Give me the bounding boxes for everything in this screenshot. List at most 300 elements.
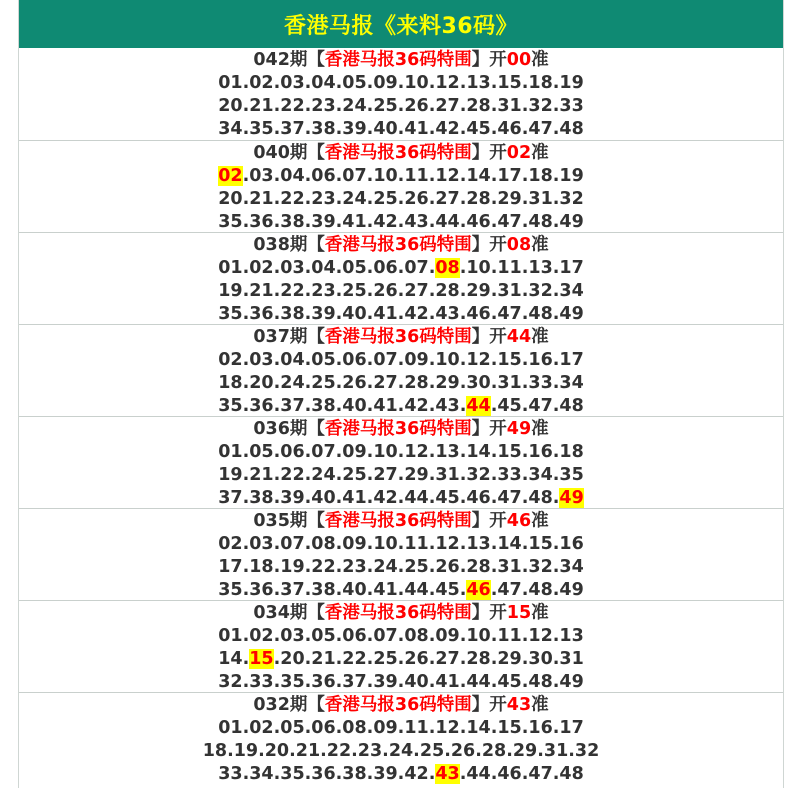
result-number: 44 [506,327,532,347]
number: 18 [528,73,553,93]
highlighted-number: 43 [435,764,460,784]
dot: . [289,741,296,761]
dot: . [506,741,513,761]
content-frame [18,0,784,788]
dot: . [273,764,281,784]
bracket-open: 【 [307,511,325,531]
dot: . [397,465,405,485]
number-row [19,372,783,395]
dot: . [459,649,467,669]
number: 12 [435,718,460,738]
number-row [19,72,783,95]
dot: . [490,718,498,738]
dot: . [304,488,312,508]
dot: . [459,580,467,600]
number: 16 [528,718,553,738]
dot: . [366,166,374,186]
number: 37 [218,488,243,508]
dot: . [552,258,560,278]
result-number: 43 [506,695,532,715]
period-label: 034期 [253,603,308,623]
dot: . [552,304,560,324]
dot: . [521,626,529,646]
dot: . [521,649,529,669]
number: 04 [280,350,305,370]
number: 40 [342,304,367,324]
dot: . [366,580,374,600]
number: 24 [342,189,367,209]
dot: . [273,580,281,600]
number: 26 [404,96,429,116]
number: 26 [450,741,476,761]
dot: . [428,649,436,669]
dot: . [459,281,467,301]
dot: . [366,557,374,577]
dot: . [273,718,281,738]
number: 12 [528,626,553,646]
number: 21 [295,741,321,761]
number: 31 [497,281,522,301]
dot: . [304,73,312,93]
number: 05 [249,442,274,462]
dot: . [335,718,343,738]
dot: . [366,96,374,116]
number: 17 [559,718,584,738]
dot: . [397,258,405,278]
number-row [19,211,783,234]
dot: . [335,580,343,600]
dot: . [459,672,467,692]
dot: . [304,258,312,278]
number: 18 [249,557,274,577]
number: 24 [280,373,305,393]
dot: . [521,73,529,93]
number: 07 [373,350,398,370]
dot: . [490,258,498,278]
dot: . [490,304,498,324]
number: 31 [497,373,522,393]
number: 20 [249,373,274,393]
dot: . [521,212,529,232]
number: 06 [280,442,305,462]
number-row [19,257,783,280]
bracket-open: 【 [307,419,325,439]
dot: . [397,672,405,692]
number: 22 [280,96,305,116]
dot: . [397,373,405,393]
dot: . [428,166,436,186]
number: 48 [528,488,553,508]
dot: . [490,373,498,393]
number: 11 [404,166,429,186]
number: 18 [218,373,243,393]
number: 36 [311,672,336,692]
dot: . [521,350,529,370]
number: 45 [435,580,460,600]
number: 32 [466,465,491,485]
kai-label: 开 [489,603,507,623]
dot: . [459,96,467,116]
number: 29 [512,741,538,761]
number: 48 [528,580,553,600]
dot: . [335,764,343,784]
number: 23 [311,281,336,301]
number: 10 [466,258,491,278]
number: 38 [342,764,367,784]
kai-label: 开 [489,327,507,347]
dot: . [459,373,467,393]
number: 41 [373,304,398,324]
dot: . [335,119,343,139]
zhun-label: 准 [531,50,549,70]
number: 17 [559,258,584,278]
number: 11 [497,258,522,278]
number-row [19,165,783,188]
number: 02 [249,626,274,646]
number: 03 [280,258,305,278]
number: 03 [249,166,274,186]
number: 35 [280,764,305,784]
number-row [19,395,783,418]
dot: . [490,764,498,784]
dot: . [320,741,327,761]
dot: . [335,166,343,186]
number: 35 [559,465,584,485]
number: 09 [342,442,367,462]
number: 11 [404,718,429,738]
dot: . [273,488,281,508]
number: 19 [559,166,584,186]
number: 28 [435,281,460,301]
number: 02 [249,73,274,93]
dot: . [366,396,374,416]
number: 25 [342,281,367,301]
dot: . [304,212,312,232]
period-label: 042期 [253,50,308,70]
dot: . [490,189,498,209]
number: 32 [574,741,600,761]
number: 47 [497,488,522,508]
number: 47 [497,212,522,232]
number: 31 [543,741,569,761]
dot: . [521,166,529,186]
number: 26 [373,281,398,301]
prediction-entry [19,48,783,140]
prediction-entry [19,692,783,784]
number: 35 [280,672,305,692]
number: 36 [249,396,274,416]
dot: . [273,396,281,416]
period-label: 037期 [253,327,308,347]
dot: . [428,672,436,692]
number: 09 [404,350,429,370]
number: 15 [497,442,522,462]
dot: . [242,258,250,278]
number: 07 [311,442,336,462]
dot: . [552,96,560,116]
number: 14 [466,166,491,186]
dot: . [304,396,312,416]
dot: . [459,718,467,738]
page-title: 香港马报《来料36码》 [19,0,783,48]
dot: . [521,396,529,416]
dot: . [397,442,405,462]
dot: . [521,373,529,393]
dot: . [490,96,498,116]
dot: . [242,96,250,116]
number: 33 [218,764,243,784]
dot: . [459,626,467,646]
number: 42 [404,304,429,324]
prediction-entry [19,416,783,508]
dot: . [428,73,436,93]
number: 42 [404,396,429,416]
dot: . [459,189,467,209]
dot: . [397,350,405,370]
number: 22 [326,741,352,761]
dot: . [242,373,250,393]
dot: . [273,626,281,646]
dot: . [521,189,529,209]
dot: . [490,534,498,554]
dot: . [366,442,374,462]
number: 25 [311,373,336,393]
number: 03 [280,626,305,646]
dot: . [366,189,374,209]
dot: . [490,442,498,462]
number: 38 [311,119,336,139]
number: 41 [373,580,398,600]
number: 47 [528,764,553,784]
number: 31 [435,465,460,485]
prediction-list [19,48,783,784]
number: 10 [373,534,398,554]
dot: . [304,442,312,462]
entry-tag: 香港马报36码特围 [324,511,472,531]
dot: . [552,212,560,232]
number: 43 [435,304,460,324]
dot: . [366,373,374,393]
entry-heading [19,602,783,625]
dot: . [397,649,405,669]
dot: . [397,281,405,301]
bracket-close: 】 [471,603,490,623]
dot: . [242,626,250,646]
number: 19 [218,465,243,485]
number-row [19,533,783,556]
dot: . [459,304,467,324]
number: 45 [497,396,522,416]
number: 06 [342,350,367,370]
dot: . [459,166,467,186]
kai-label: 开 [489,695,507,715]
number: 25 [373,96,398,116]
number: 39 [311,212,336,232]
number: 41 [373,396,398,416]
zhun-label: 准 [531,327,549,347]
number: 38 [280,304,305,324]
number: 43 [435,396,460,416]
kai-label: 开 [489,419,507,439]
number: 06 [342,626,367,646]
number: 23 [357,741,383,761]
number: 10 [435,350,460,370]
dot: . [428,465,436,485]
number: 35 [218,212,243,232]
dot: . [490,73,498,93]
number: 27 [435,189,460,209]
dot: . [335,534,343,554]
dot: . [428,580,436,600]
dot: . [242,350,250,370]
dot: . [242,718,250,738]
number: 03 [249,534,274,554]
dot: . [273,166,281,186]
number: 48 [528,304,553,324]
dot: . [521,557,529,577]
number: 44 [435,212,460,232]
dot: . [304,166,312,186]
dot: . [397,557,405,577]
dot: . [304,672,312,692]
dot: . [428,534,436,554]
prediction-entry [19,600,783,692]
dot: . [335,96,343,116]
dot: . [227,741,234,761]
number: 32 [559,189,584,209]
bracket-close: 】 [471,695,490,715]
number: 09 [435,626,460,646]
dot: . [475,741,482,761]
number: 09 [373,73,398,93]
number: 22 [311,557,336,577]
number: 30 [466,373,491,393]
prediction-entry [19,324,783,416]
dot: . [428,626,436,646]
dot: . [304,304,312,324]
period-label: 038期 [253,235,308,255]
zhun-label: 准 [531,603,549,623]
number: 45 [497,672,522,692]
dot: . [242,764,250,784]
bracket-open: 【 [307,327,325,347]
dot: . [273,189,281,209]
number: 10 [404,73,429,93]
number: 23 [311,189,336,209]
number: 24 [342,96,367,116]
number: 31 [559,649,584,669]
prediction-entry [19,508,783,600]
dot: . [552,626,560,646]
dot: . [335,626,343,646]
number: 06 [373,258,398,278]
number: 15 [497,73,522,93]
number: 18 [528,166,553,186]
number: 44 [404,580,429,600]
number: 47 [497,580,522,600]
dot: . [304,350,312,370]
dot: . [304,534,312,554]
dot: . [521,119,529,139]
number: 08 [342,718,367,738]
number: 40 [342,580,367,600]
dot: . [335,304,343,324]
dot: . [304,96,312,116]
dot: . [273,442,281,462]
dot: . [242,189,250,209]
dot: . [428,212,436,232]
dot: . [428,281,436,301]
dot: . [242,166,250,186]
dot: . [397,764,405,784]
number: 34 [559,373,584,393]
dot: . [428,96,436,116]
number: 34 [559,557,584,577]
number: 09 [373,718,398,738]
dot: . [304,373,312,393]
dot: . [242,73,250,93]
number: 46 [497,764,522,784]
dot: . [397,534,405,554]
number-row [19,441,783,464]
dot: . [335,212,343,232]
number: 21 [249,281,274,301]
number: 25 [373,189,398,209]
number: 12 [435,73,460,93]
number: 47 [497,304,522,324]
dot: . [242,488,250,508]
dot: . [366,465,374,485]
number: 22 [280,281,305,301]
dot: . [273,258,281,278]
number: 13 [559,626,584,646]
number: 26 [404,649,429,669]
dot: . [335,465,343,485]
dot: . [459,442,467,462]
number: 17 [497,166,522,186]
number: 10 [373,166,398,186]
number: 20 [218,96,243,116]
number: 03 [249,350,274,370]
dot: . [459,212,467,232]
dot: . [397,212,405,232]
dot: . [537,741,544,761]
dot: . [258,741,265,761]
dot: . [366,281,374,301]
number: 36 [249,580,274,600]
entry-heading [19,142,783,165]
number: 16 [528,350,553,370]
number: 42 [373,488,398,508]
dot: . [428,258,436,278]
number: 46 [466,304,491,324]
number: 06 [311,166,336,186]
bracket-close: 】 [471,419,490,439]
number: 08 [311,534,336,554]
number: 35 [218,580,243,600]
number: 31 [497,96,522,116]
number-row [19,303,783,326]
dot: . [242,557,250,577]
number: 44 [466,764,491,784]
number: 01 [218,718,243,738]
bracket-close: 】 [471,235,490,255]
dot: . [366,626,374,646]
result-number: 46 [506,511,532,531]
entry-heading [19,418,783,441]
dot: . [521,672,529,692]
number: 40 [404,672,429,692]
